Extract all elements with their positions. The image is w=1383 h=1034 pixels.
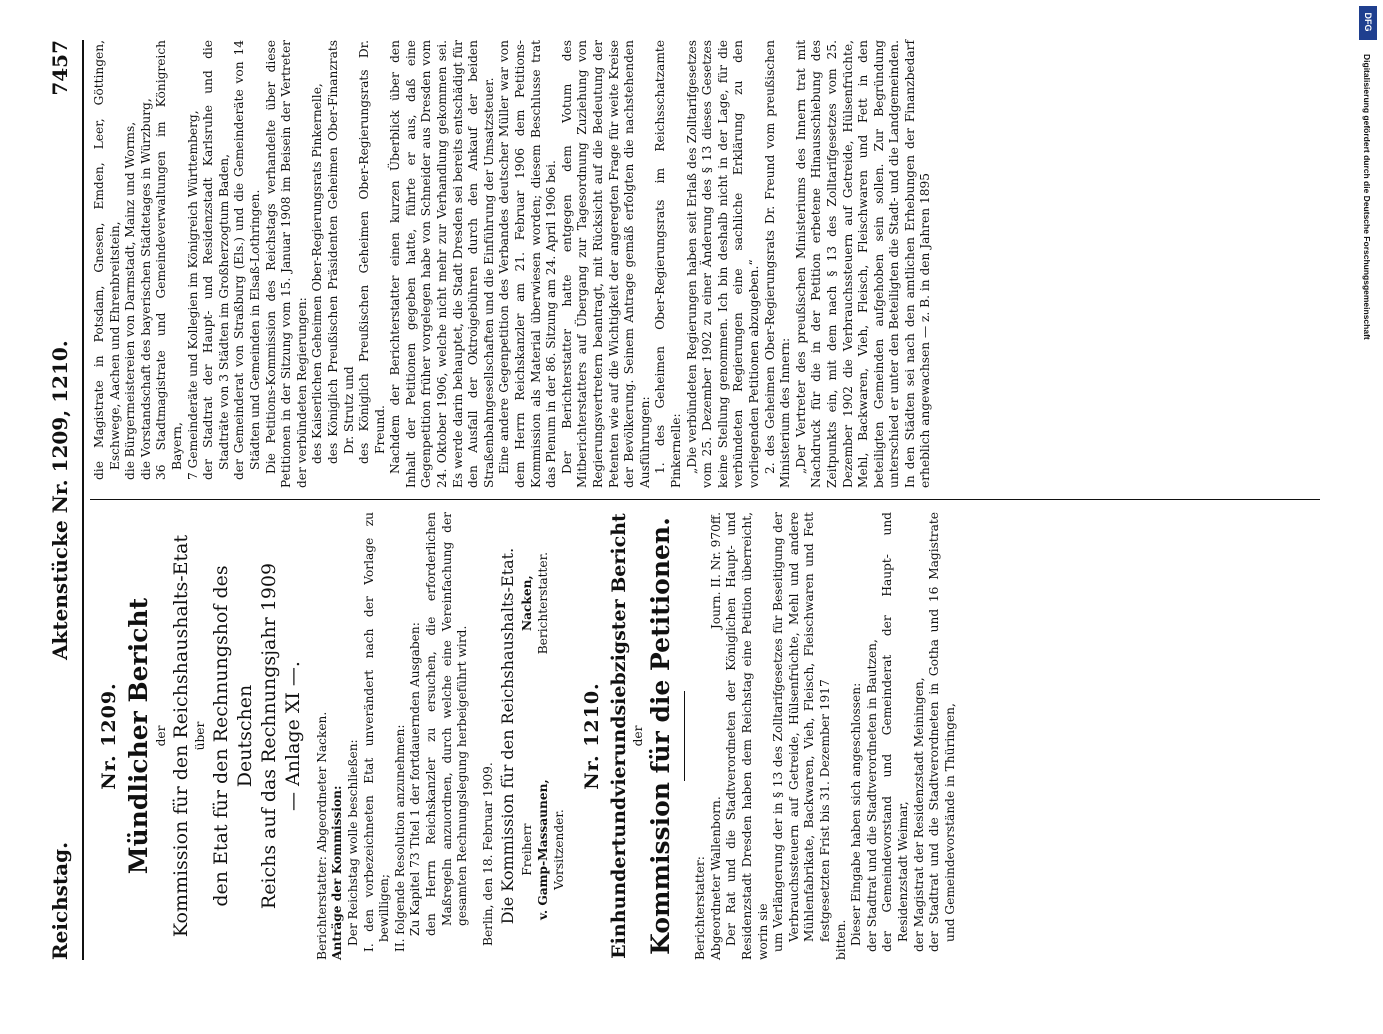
doc1209-reporter: Berichterstatter: Abgeordneter Nacken.: [314, 711, 329, 960]
doc1209-resolution: den Herrn Reichskanzler zu ersuchen, die erforderlichen Maßregeln anzuordnen, durch welche eine Vereinfachung der gesamten Rechnungslegung herbeigeführt wird.: [423, 512, 470, 936]
side-note: [1356, 10, 1376, 990]
doc1209-der: der: [153, 725, 168, 747]
column-divider: [90, 499, 1320, 500]
quote: „Die verbündeten Regierungen haben seit Erlaß des Zolltarifgesetzes vom 25. Dezember 1902 zu einer Änderung des § 13 dieses Gesetzes keine Stellung genommen. Ich bin deshalb nicht in der Lage, für die verbündeten Regierungen eine sachliche Erklärung zu den vorliegenden Petitionen abzugeben.“: [684, 40, 761, 488]
signature-left-role: Vorsitzender.: [551, 809, 566, 891]
doc1209-subject-2: Reichs auf das Rechnungsjahr 1909: [257, 562, 280, 910]
paragraph: 2. des Geheimen Ober-Regierungsrats Dr. Freund vom preußischen Ministerium des Innern:: [762, 40, 793, 488]
doc1210-paragraph-1: Der Rat und die Stadtverordneten der Königlichen Haupt- und Residenzstadt Dresden haben dem Reichstag eine Petition überreicht, worin sie: [724, 512, 770, 960]
header-left: Reichstag.: [48, 841, 72, 960]
doc1210-paragraph-2: Dieser Eingabe haben sich angeschlossen:: [849, 682, 864, 946]
doc1209-subject-1: den Etat für den Rechnungshof des Deutschen: [209, 565, 256, 907]
signature-left: [520, 779, 567, 920]
list-item: der Magistrat der Residenzstadt Meiningen,: [911, 677, 926, 952]
doc1210-bitten: bitten.: [833, 919, 848, 960]
list-item: die Bürgermeistereien von Darmstadt, Mainz und Worms,: [123, 121, 138, 480]
page-number: 7457: [48, 40, 72, 96]
list-item: 36 Stadtmagistrate und Gemeindeverwaltungen im Königreich Bayern,: [154, 40, 184, 480]
doc1209-signed-by: Die Kommission für den Reichshaushalts-Etat.: [498, 547, 518, 925]
left-column: [92, 512, 958, 960]
list-item: des Königlich Preußischen Präsidenten Geheimen Ober-Finanzrats Dr. Strutz und: [325, 40, 356, 464]
list-item: 7 Gemeinderäte und Kollegien im Königreich Württemberg,: [185, 110, 200, 480]
dfg-logo-text: DFG: [1363, 12, 1373, 32]
doc1209-beschliessen: Der Reichstag wolle beschließen:: [345, 739, 360, 946]
doc1210-reporter: Abgeordneter Wallenborn.: [708, 796, 723, 960]
signature-right-role: Berichterstatter.: [535, 552, 550, 655]
signature-left-title: Freiherr: [520, 823, 535, 876]
doc1209-number: Nr. 1209.: [98, 682, 120, 790]
quote: „Der Vertreter des preußischen Ministeriums des Innern trat mit Nachdruck für die in der Petition erbetene Hinausschiebung des Zeitpunkts ein, mit dem nach § 13 des Zolltarifgesetzes vom 25. Dezember 1902 die Verbrauchssteuern auf Getreide, Hülsenfrüchte, Mehl, Backwaren, Vieh, Fleisch, Fleischwaren und Fett in den beteiligten Gemeinden aufgehoben sein sollen. Zur Begründung unterschied er unter den Beteiligten die Stadt- und die Landgemeinden. In den Städten sei nach den amtlichen Erhebungen der Finanzbedarf erheblich angewachsen — z. B. in den Jahren 1895: [793, 40, 933, 488]
doc1209-anlage: — Anlage XI —.: [281, 661, 304, 811]
signature-right: [520, 552, 567, 654]
side-note-text: Digitalisierung gefördert durch die Deutsche Forschungsgemeinschaft: [1362, 54, 1372, 340]
paragraph: Die Petitions-Kommission des Reichstags verhandelte über diese Petitionen in der Sitzung vom 15. Januar 1908 im Beisein der Vertreter der verbündeten Regierungen:: [263, 40, 309, 488]
paragraph: Eine andere Gegenpetition des Verbandes deutscher Müller war von dem Herrn Reichskanzler am 21. Februar 1906 dem Petitions-Kommission als Material überwiesen worden; diesem Beschlusse trat das Plenum in der 86. Sitzung am 24. April 1906 bei.: [497, 40, 559, 488]
list-item: die Vorstandschaft des bayerischen Städtetages in Würzburg,: [138, 98, 153, 480]
doc1209-signatures: [520, 512, 567, 960]
doc1210-der: der: [630, 725, 645, 747]
doc1209-item-1: I. den vorbezeichneten Etat unverändert nach der Vorlage zu bewilligen;: [361, 512, 392, 952]
list-item: der Stadtrat und die Stadtverordneten in Bautzen,: [864, 639, 879, 952]
signature-left-name: v. Gamp-Massaunen,: [535, 779, 550, 920]
paragraph: 1. des Geheimen Ober-Regierungsrats im Reichsschatzamte Pinkernelle:: [653, 40, 683, 488]
list-item: der Gemeinderat von Straßburg (Els.) und die Gemeinderäte von 14 Städten und Gemeinden in Elsaß-Lothringen.: [232, 40, 262, 480]
doc1210-journal: Journ. II. Nr. 970ff.: [708, 512, 723, 630]
list-item: der Stadtrat der Haupt- und Residenzstadt Karlsruhe und die Stadträte von 3 Städten im Großherzogtum Baden,: [201, 40, 231, 480]
doc1209-item-2: II. folgende Resolution anzunehmen:: [392, 724, 407, 952]
doc1210-reporter-row: [709, 512, 725, 960]
signature-right-name: Nacken,: [520, 575, 535, 632]
list-item: des Königlich Preußischen Geheimen Ober-Regierungsrats Dr. Freund.: [357, 40, 387, 464]
page-header: [48, 40, 78, 960]
doc1209-commission: Kommission für den Reichshaushalts-Etat: [170, 534, 193, 938]
right-column: [92, 40, 934, 488]
doc1209-ueber: über: [193, 721, 208, 751]
doc1210-number: Nr. 1210.: [581, 682, 604, 790]
doc1209-title: Mündlicher Bericht: [123, 597, 153, 875]
header-center: Aktenstücke Nr. 1209, 1210.: [48, 340, 72, 660]
doc1210-title: Einhundertundvierundsiebzigster Bericht: [607, 513, 630, 959]
list-item: der Gemeindevorstand und Gemeinderat der Haupt- und Residenzstadt Weimar,: [880, 512, 910, 952]
doc1209-kapitel: Zu Kapitel 73 Titel 1 der fortdauernden Ausgaben:: [408, 622, 423, 936]
doc1209-antraege: Anträge der Kommission:: [330, 785, 345, 960]
paragraph: Der Berichterstatter hatte entgegen dem Votum des Mitberichterstatters auf Übergang zur Tagesordnung Zuziehung von Regierungsvertretern beantragt, mit Rücksicht auf die Bedeutung der Petenten wie auf die Wichtigkeit der angeregten Frage für weite Kreise der Bevölkerung. Seinem Antrage gemäß erfolgten die nachstehenden Ausführungen:: [559, 40, 652, 488]
list-item: der Stadtrat und die Stadtverordneten in Gotha und 16 Magistrate und Gemeindevorstände in Thüringen,: [927, 512, 957, 952]
list-item: die Magistrate in Potsdam, Gnesen, Emden, Leer, Göttingen, Eschwege, Aachen und Ehrenbreitstein,: [92, 40, 122, 480]
doc1209-date: Berlin, den 18. Februar 1909.: [480, 762, 495, 946]
list-item: des Kaiserlichen Geheimen Ober-Regierungsrats Pinkernelle,: [310, 83, 325, 464]
doc1210-commission: Kommission für die Petitionen.: [646, 517, 676, 955]
doc1210-petition-request: um Verlängerung der in § 13 des Zolltarifgesetzes für Beseitigung der Verbrauchssteuern auf Getreide, Hülsenfrüchte, Mehl und andere Mühlenfabrikate, Backwaren, Vieh, Fleisch, Fleischwaren und Fett festgesetzten Frist bis 31. Dezember 1917: [771, 512, 833, 952]
paragraph: Nachdem der Berichterstatter einen kurzen Überblick über den Inhalt der Petitionen gegeben hatte, führte er aus, daß eine Gegenpetition früher vorgelegen habe von Schneider aus Dresden vom 24. Oktober 1906, welche nicht mehr zur Verhandlung gekommen sei. Es werde darin behauptet, die Stadt Dresden sei bereits entschädigt für den Ausfall der Oktroigebühren durch den Ankauf der beiden Straßenbahngesellschaften und die Einführung der Umsatzsteuer.: [388, 40, 496, 488]
doc1210-separator: [684, 691, 685, 781]
doc1210-reporter-label: Berichterstatter:: [693, 856, 708, 960]
header-rule: [82, 40, 84, 960]
